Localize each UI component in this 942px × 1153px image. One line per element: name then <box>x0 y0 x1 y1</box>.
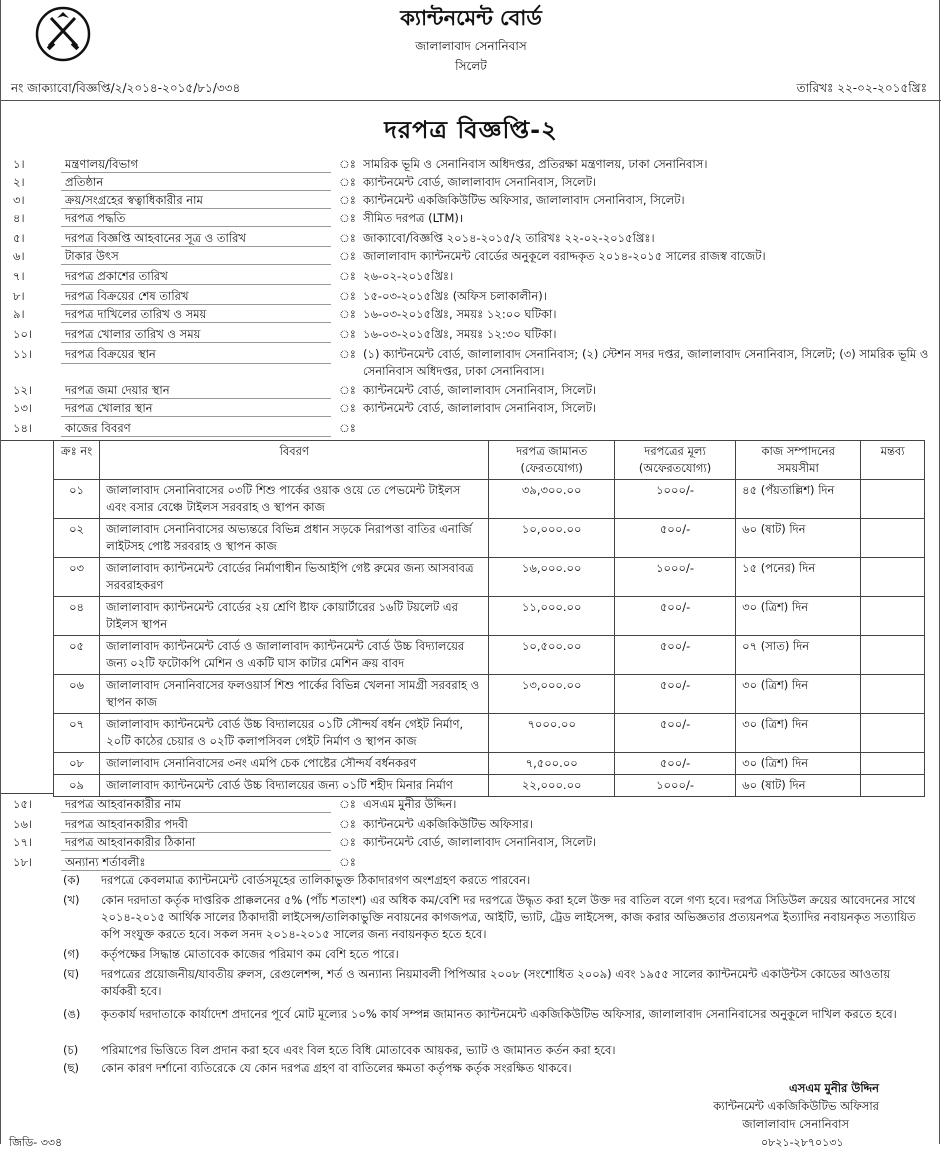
item-number: ১০। <box>13 327 33 341</box>
condition-key: (চ) <box>63 1043 79 1057</box>
cell-price: ৫০০/- <box>614 597 735 636</box>
condition-text: কৃতকার্য দরদাতাকে কার্যাদেশ প্রদানের পূর্বে মোট মূল্যের ১০% কার্য সম্পন্ন জামানত ক্যান্টনমেন্ট একজিকিউটিভ অফিসার, জালালাবাদ সেনানিবাসের অনুকূলে দাখিল করতে হবে। <box>101 1007 897 1021</box>
header-divider <box>1 100 941 101</box>
item-label: দরপত্র আহবানকারীর ঠিকানা <box>65 835 196 849</box>
cell-time: ৩০ (ত্রিশ) দিন <box>736 753 861 775</box>
condition-key: (ছ) <box>63 1061 79 1075</box>
cell-sl: ০৬ <box>54 675 100 714</box>
item-label: টাকার উৎস <box>65 249 119 263</box>
cell-price: ৫০০/- <box>614 636 735 675</box>
item-value: ১৫-০৩-২০১৫খ্রিঃ (অফিস চলাকালীন)। <box>363 289 547 303</box>
item-label: দরপত্র খোলার তারিখ ও সময় <box>65 327 201 341</box>
table-row <box>54 775 925 797</box>
item-label: দরপত্র দাখিলের তারিখ ও সময় <box>65 307 207 321</box>
condition-key: (খ) <box>63 893 80 907</box>
cell-sl: ০৮ <box>54 753 100 775</box>
footer-phone: ০৮২১-২৮৭০১৩১ <box>761 1136 844 1149</box>
item-value: ক্যান্টনমেন্ট বোর্ড, জালালাবাদ সেনানিবাস, সিলেট। <box>363 383 597 397</box>
signatory-name: এসএম মুনীর উদ্দিন <box>789 1081 879 1095</box>
cell-sl: ০২ <box>54 519 100 558</box>
condition-text: কর্তৃপক্ষের সিদ্ধান্ত মোতাবেক কাজের পরিমাণ কম বেশি হতে পারে। <box>101 947 399 961</box>
item-colon: ঃ <box>339 347 356 361</box>
item-number: ৯। <box>13 307 25 321</box>
item-colon: ঃ <box>339 797 356 811</box>
item-colon: ঃ <box>339 817 356 831</box>
cell-description: জালালাবাদ সেনানিবাসের ০৩টি শিশু পার্কের ওয়াক ওয়ে তে পেভমেন্ট টাইলস এবং বসার বেঞ্চে টাইলস সরবরাহ ও স্থাপন কাজ <box>100 480 489 519</box>
cell-time: ১৫ (পনের) দিন <box>736 558 861 597</box>
item-label: দরপত্র বিক্রয়ের শেষ তারিখ <box>65 289 189 303</box>
header-security: দরপত্র জামানত (ফেরতযোগ্য) <box>489 441 615 480</box>
header-price: দরপত্রের মূল্য (অফেরতযোগ্য) <box>614 441 735 480</box>
item-label: দরপত্র খোলার স্থান <box>65 401 153 415</box>
table-row <box>54 480 925 519</box>
row-underline <box>61 284 331 285</box>
table-row <box>54 753 925 775</box>
condition-text: দরপত্রের প্রয়োজনীয়/যাবতীয় রুলস, রেগুলেশন্স, শর্ত ও অন্যান্য নিয়মাবলী পিপিআর ২০০৮ (সংশোধিত ২০০৯) এবং ১৯৫৫ সালের ক্যান্টনমেন্ট একাউন্টস কোডের আওতায় কার্যকরী হবে। <box>101 967 891 998</box>
item-value: ক্যান্টনমেন্ট বোর্ড, জালালাবাদ সেনানিবাস, সিলেট। <box>363 175 597 189</box>
item-colon: ঃ <box>339 193 356 207</box>
cell-security: ৩৯,৩০০.০০ <box>489 480 615 519</box>
cell-remarks <box>861 558 925 597</box>
row-underline <box>61 226 331 227</box>
row-underline <box>61 812 331 813</box>
cell-time: ৪৫ (পঁয়তাল্লিশ) দিন <box>736 480 861 519</box>
cell-security: ১১,০০০.০০ <box>489 597 615 636</box>
cell-sl: ০১ <box>54 480 100 519</box>
table-left-margin <box>1 440 53 794</box>
item-number: ৪। <box>13 211 25 225</box>
row-underline <box>61 436 331 437</box>
item-number: ২। <box>13 175 25 189</box>
item-number: ১৫। <box>13 797 33 811</box>
item-value: (১) ক্যান্টনমেন্ট বোর্ড, জালালাবাদ সেনানিবাস; (২) স্টেশন সদর দপ্তর, জালালাবাদ সেনানিবাস, সিলেট; (৩) সামরিক ভূমি ও সেনানিবাস অধিদপ্তর, ঢাকা সেনানিবাস। <box>363 347 929 378</box>
item-value: ক্যান্টনমেন্ট বোর্ড, জালালাবাদ সেনানিবাস, সিলেট। <box>363 401 597 415</box>
item-colon: ঃ <box>339 231 356 245</box>
cell-remarks <box>861 675 925 714</box>
item-colon: ঃ <box>339 211 356 225</box>
org-city: সিলেট <box>455 59 487 73</box>
cell-sl: ০৩ <box>54 558 100 597</box>
item-value: এসএম মুনীর উদ্দিন। <box>363 797 457 811</box>
item-value: সামরিক ভূমি ও সেনানিবাস অধিদপ্তর, প্রতিরক্ষা মন্ত্রণালয়, ঢাকা সেনানিবাস। <box>363 157 708 171</box>
table-row <box>54 597 925 636</box>
condition-text: পরিমাপের ভিত্তিতে বিল প্রদান করা হবে এবং বিল হতে বিধি মোতাবেক আয়কর, ভ্যাট ও জামানত কর্তন করা হবে। <box>101 1043 616 1057</box>
item-value: ক্যান্টনমেন্ট একজিকিউটিভ অফিসার, জালালাবাদ সেনানিবাস, সিলেট। <box>363 193 685 207</box>
header-time: কাজ সম্পাদনের সময়সীমা <box>736 441 861 480</box>
item-label: দরপত্র আহবানকারীর নাম <box>65 797 181 811</box>
item-colon: ঃ <box>339 269 356 283</box>
cell-price: ৫০০/- <box>614 675 735 714</box>
item-colon: ঃ <box>339 157 356 171</box>
item-value: ২৬-০২-২০১৫খ্রিঃ। <box>363 269 454 283</box>
cell-price: ৫০০/- <box>614 714 735 753</box>
cell-sl: ০৫ <box>54 636 100 675</box>
row-underline <box>61 850 331 851</box>
item-number: ১২। <box>13 383 33 397</box>
row-underline <box>61 190 331 191</box>
item-label: দরপত্র জমা দেয়ার স্থান <box>65 383 170 397</box>
row-underline <box>61 416 331 417</box>
org-title: ক্যান্টনমেন্ট বোর্ড <box>400 6 542 30</box>
item-label: দরপত্র বিক্রয়ের স্থান <box>65 347 156 361</box>
cell-description: জালালাবাদ ক্যান্টনমেন্ট বোর্ড উচ্চ বিদ্যালয়ের জন্য ০১টি শহীদ মিনার নির্মাণ <box>100 775 489 797</box>
cell-description: জালালাবাদ ক্যান্টনমেন্ট বোর্ড উচ্চ বিদ্যালয়ের ০১টি সৌন্দর্য বর্ধন গেইট নির্মাণ, ২০টি কাঠের চেয়ার ও ০২টি কলাপসিবল গেইট নির্মাণ ও স্থাপন কাজ <box>100 714 489 753</box>
row-underline <box>61 246 331 247</box>
header-sl: ক্রঃ নং <box>54 441 100 480</box>
memo-number: নং জাক্যাবো/বিজ্ঞপ্তি/২/২০১৪-২০১৫/৮১/৩৩৪ <box>11 81 241 95</box>
row-underline <box>61 264 331 265</box>
item-value: জালালাবাদ ক্যান্টনমেন্ট বোর্ডের অনুকূলে বরাদ্দকৃত ২০১৪-২০১৫ সালের রাজস্ব বাজেট। <box>363 249 766 263</box>
cell-remarks <box>861 519 925 558</box>
item-number: ১। <box>13 157 25 171</box>
item-colon: ঃ <box>339 175 356 189</box>
condition-key: (ক) <box>63 873 81 887</box>
signatory-designation: ক্যান্টনমেন্ট একজিকিউটিভ অফিসার <box>713 1099 879 1113</box>
item-label: দরপত্র আহবানকারীর পদবী <box>65 817 188 831</box>
cell-security: ১০,৫০০.০০ <box>489 636 615 675</box>
condition-text: দরপত্রে কেবলমাত্র ক্যান্টনমেন্ট বোর্ডসমূহের তালিকাভুক্ত ঠিকাদারগণ অংশগ্রহণ করতে পারবেন। <box>101 873 531 887</box>
cell-price: ১০০০/- <box>614 480 735 519</box>
item-colon: ঃ <box>339 835 356 849</box>
item-colon: ঃ <box>339 249 356 263</box>
item-colon: ঃ <box>339 307 356 321</box>
cell-security: ১৩,০০০.০০ <box>489 675 615 714</box>
cell-time: ৩০ (ত্রিশ) দিন <box>736 675 861 714</box>
cell-description: জালালাবাদ সেনানিবাসের ৩নং এমপি চেক পোষ্টের সৌন্দর্য বর্ধনকরণ <box>100 753 489 775</box>
cell-security: ২২,০০০.০০ <box>489 775 615 797</box>
item-number: ১৭। <box>13 835 33 849</box>
cell-price: ৫০০/- <box>614 753 735 775</box>
cell-remarks <box>861 597 925 636</box>
table-row <box>54 519 925 558</box>
item-colon: ঃ <box>339 289 356 303</box>
header-description: বিবরণ <box>100 441 489 480</box>
item-label: দরপত্র প্রকাশের তারিখ <box>65 269 168 283</box>
item-number: ৫। <box>13 231 25 245</box>
item-colon: ঃ <box>339 401 356 415</box>
item-number: ৮। <box>13 289 25 303</box>
cell-time: ৩০ (ত্রিশ) দিন <box>736 597 861 636</box>
condition-text: কোন দরদাতা কর্তৃক দাপ্তরিক প্রাক্কলনের ৫% (পাঁচ শতাংশ) এর অধিক কম/বেশি দর দরপত্রে উদ্ধৃত করা হলে উক্ত দর বাতিল বলে গণ্য হবে। দরপত্র সিডিউল ক্রয়ের আবেদনের সাথে ২০১৪-২০১৫ আর্থিক সালের ঠিকাদারী লাইসেন্স/তালিকাভুক্তি নবায়নের কাগজপত্র, আইটি, ভ্যাট, ট্রেড লাইসেন্স, কাজ করার অভিজ্ঞতার প্রত্যয়নপত্র ইত্যাদির নবায়নকৃত সত্যায়িত কপি সংযুক্ত করতে হবে। সকল সনদ ২০১৪-২০১৫ সালের জন্য নবায়নকৃত হতে হবে। <box>101 893 916 941</box>
table-row <box>54 558 925 597</box>
item-value: ১৬-০৩-২০১৫খ্রিঃ, সময়ঃ ১২:৩০ ঘটিকা। <box>363 327 557 341</box>
cell-description: জালালাবাদ ক্যান্টনমেন্ট বোর্ড ও জালালাবাদ ক্যান্টনমেন্ট বোর্ড উচ্চ বিদ্যালয়ের জন্য ০২টি ফটোকপি মেশিন ও একটি ঘাস কাটার মেশিন ক্রয় বাবদ <box>100 636 489 675</box>
item-label: মন্ত্রণালয়/বিভাগ <box>65 157 139 171</box>
cell-sl: ০৯ <box>54 775 100 797</box>
footer-gd-number: জিডি- ৩৩৪ <box>9 1136 63 1149</box>
notice-title: দরপত্র বিজ্ঞপ্তি-২ <box>384 116 558 144</box>
table-row <box>54 714 925 753</box>
item-number: ১১। <box>13 347 33 361</box>
cell-description: জালালাবাদ ক্যান্টনমেন্ট বোর্ডের ২য় শ্রেণি ষ্টাফ কোয়ার্টারের ১৬টি টয়লেট এর টাইলস স্থাপন <box>100 597 489 636</box>
row-underline <box>61 832 331 833</box>
cell-remarks <box>861 753 925 775</box>
row-underline <box>61 398 331 399</box>
cell-time: ৬০ (ষাট) দিন <box>736 519 861 558</box>
item-colon: ঃ <box>339 383 356 397</box>
cell-remarks <box>861 775 925 797</box>
cell-description: জালালাবাদ ক্যান্টনমেন্ট বোর্ডের নির্মাণাধীন ভিআইপি গেষ্ট রুমের জন্য আসবাবত্র সরবরাহকরণ <box>100 558 489 597</box>
condition-text: কোন কারণ দর্শানো ব্যতিরেকে যে কোন দরপত্র গ্রহণ বা বাতিলের ক্ষমতা কর্তৃপক্ষ কর্তৃক সংরক্ষিত থাকবে। <box>101 1061 572 1075</box>
cell-sl: ০৪ <box>54 597 100 636</box>
cell-remarks <box>861 480 925 519</box>
item-colon: ঃ <box>339 327 356 341</box>
item-label: ক্রয়/সংগ্রহের স্বত্বাধিকারীর নাম <box>65 193 203 207</box>
item-number: ৬। <box>13 249 25 263</box>
org-place: জালালাবাদ সেনানিবাস <box>415 39 527 53</box>
notice-date: তারিখঃ ২২-০২-২০১৫খ্রিঃ <box>796 81 927 95</box>
condition-key: (গ) <box>63 947 80 961</box>
item-label: প্রতিষ্ঠান <box>65 175 104 189</box>
row-underline <box>61 172 331 173</box>
item-value: ক্যান্টনমেন্ট একজিকিউটিভ অফিসার। <box>363 817 533 831</box>
works-table-header <box>54 441 925 480</box>
item-label: অন্যান্য শর্তাবলীঃ <box>65 855 146 869</box>
item-label: কাজের বিবরণ <box>65 421 131 435</box>
row-underline <box>61 363 331 364</box>
item-number: ১৩। <box>13 401 33 415</box>
cell-description: জালালাবাদ সেনানিবাসের ফলওয়ার্স শিশু পার্কের বিভিন্ন খেলনা সামগ্রী সরবরাহ ও স্থাপন কাজ <box>100 675 489 714</box>
item-value: জাক্যাবো/বিজ্ঞপ্তি ২০১৪-২০১৫/২ তারিখঃ ২২-০২-২০১৫খ্রিঃ। <box>363 231 655 245</box>
signatory-place: জালালাবাদ সেনানিবাস <box>742 1117 849 1131</box>
row-underline <box>61 342 331 343</box>
condition-key: (ঙ) <box>63 1007 81 1021</box>
cell-security: ৭,৫০০.০০ <box>489 753 615 775</box>
item-value: ক্যান্টনমেন্ট বোর্ড, জালালাবাদ সেনানিবাস, সিলেট। <box>363 835 597 849</box>
item-number: ১৬। <box>13 817 33 831</box>
item-colon: ঃ <box>339 855 356 869</box>
cell-price: ৫০০/- <box>614 519 735 558</box>
row-underline <box>61 870 331 871</box>
cell-price: ১০০০/- <box>614 775 735 797</box>
table-row <box>54 636 925 675</box>
row-underline <box>61 304 331 305</box>
cell-security: ১৬,০০০.০০ <box>489 558 615 597</box>
cell-time: ০৭ (সাত) দিন <box>736 636 861 675</box>
cell-sl: ০৭ <box>54 714 100 753</box>
cell-time: ৬০ (ষাট) দিন <box>736 775 861 797</box>
cell-security: ১০,০০০.০০ <box>489 519 615 558</box>
header-remarks: মন্তব্য <box>861 441 925 480</box>
cell-remarks <box>861 714 925 753</box>
item-colon: ঃ <box>339 421 356 435</box>
cell-time: ৩০ (ত্রিশ) দিন <box>736 714 861 753</box>
cell-price: ১০০০/- <box>614 558 735 597</box>
item-value: ১৬-০৩-২০১৫খ্রিঃ, সময়ঃ ১২:০০ ঘটিকা। <box>363 307 557 321</box>
condition-key: (ঘ) <box>63 967 80 981</box>
item-number: ৩। <box>13 193 25 207</box>
cell-description: জালালাবাদ সেনানিবাসের অভ্যন্তরে বিভিন্ন প্রধান সড়কে নিরাপত্তা বাতির এনার্জি লাইটসহ পোষ্ট সরবরাহ ও স্থাপন কাজ <box>100 519 489 558</box>
row-underline <box>61 208 331 209</box>
item-label: দরপত্র পদ্ধতি <box>65 211 126 225</box>
item-value: সীমিত দরপত্র (LTM)। <box>363 211 464 225</box>
works-table <box>53 440 925 797</box>
cell-remarks <box>861 636 925 675</box>
item-label: দরপত্র বিজ্ঞপ্তি আহবানের সূত্র ও তারিখ <box>65 231 246 245</box>
row-underline <box>61 322 331 323</box>
item-number: ১৪। <box>13 421 33 435</box>
cell-security: ৭০০০.০০ <box>489 714 615 753</box>
item-number: ৭। <box>13 269 25 283</box>
table-row <box>54 675 925 714</box>
item-number: ১৮। <box>13 855 33 869</box>
